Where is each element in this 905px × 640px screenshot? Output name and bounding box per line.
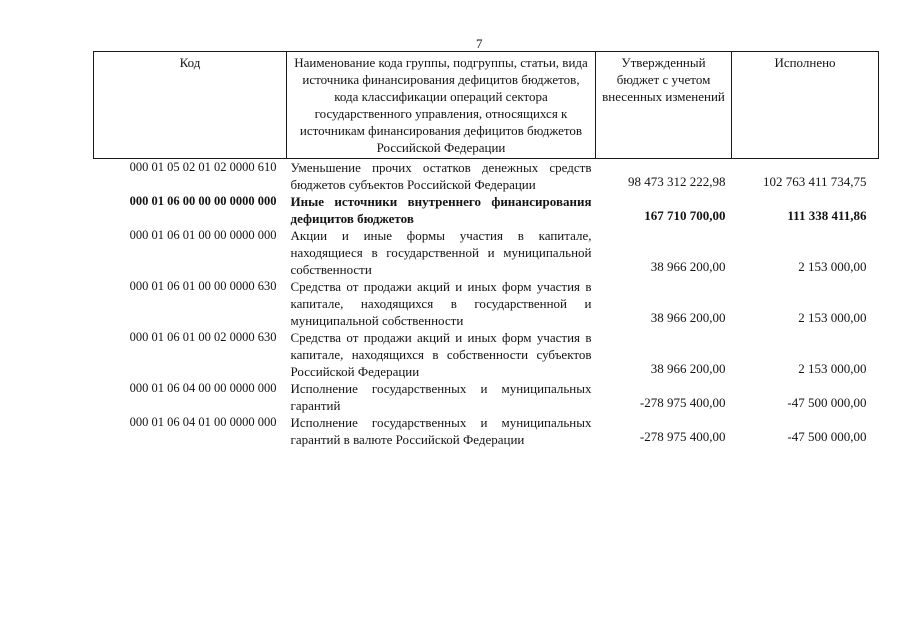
row-executed: -47 500 000,00: [787, 429, 867, 444]
row-name: Иные источники внутреннего финансирования дефицитов бюджетов: [290, 194, 592, 226]
table-row: [94, 159, 879, 194]
row-approved: 167 710 700,00: [644, 208, 726, 223]
row-approved: 38 966 200,00: [650, 310, 726, 325]
row-approved: 98 473 312 222,98: [628, 174, 726, 189]
row-executed: 102 763 411 734,75: [762, 174, 867, 189]
table-row: [94, 414, 879, 448]
table-row: [94, 380, 879, 414]
row-code: 000 01 05 02 01 02 0000 610: [129, 160, 277, 174]
row-approved: 38 966 200,00: [650, 361, 726, 376]
table-header-row: [94, 52, 879, 159]
row-executed: 2 153 000,00: [798, 361, 867, 376]
table-header: [94, 52, 879, 159]
row-executed: 2 153 000,00: [798, 310, 867, 325]
page-number: 7: [476, 36, 483, 51]
row-name: Исполнение государственных и муниципальных гарантий в валюте Российской Федерации: [290, 415, 592, 447]
header-executed: Исполнено: [732, 52, 879, 159]
row-name: Исполнение государственных и муниципальных гарантий: [290, 381, 592, 413]
row-code: 000 01 06 01 00 00 0000 630: [129, 279, 277, 293]
header-code: Код: [94, 52, 287, 159]
row-code: 000 01 06 00 00 00 0000 000: [129, 194, 277, 208]
row-approved: -278 975 400,00: [639, 395, 726, 410]
row-executed: -47 500 000,00: [787, 395, 867, 410]
table-row: [94, 329, 879, 380]
table-body: [94, 159, 879, 449]
header-name: Наименование кода группы, подгруппы, статьи, вида источника финансирования дефицитов бюджетов, кода классификации операций сектора государственного управления, относящихся к источникам финансирования дефицитов бюджетов Российской Федерации: [287, 52, 596, 159]
row-name: Средства от продажи акций и иных форм участия в капитале, находящихся в собственности субъектов Российской Федерации: [290, 330, 592, 379]
budget-sources-table: [93, 51, 879, 448]
table-row: [94, 278, 879, 329]
row-code: 000 01 06 04 00 00 0000 000: [129, 381, 277, 395]
row-approved: 38 966 200,00: [650, 259, 726, 274]
table-row: [94, 227, 879, 278]
header-approved: Утвержденный бюджет с учетом внесенных изменений: [596, 52, 732, 159]
row-name: Уменьшение прочих остатков денежных средств бюджетов субъектов Российской Федерации: [290, 160, 592, 192]
row-executed: 2 153 000,00: [798, 259, 867, 274]
row-name: Средства от продажи акций и иных форм участия в капитале, находящихся в государственной и муниципальной собственности: [290, 279, 592, 328]
row-code: 000 01 06 04 01 00 0000 000: [129, 415, 277, 429]
table-row: [94, 193, 879, 227]
row-code: 000 01 06 01 00 02 0000 630: [129, 330, 277, 344]
row-executed: 111 338 411,86: [787, 208, 867, 223]
row-approved: -278 975 400,00: [639, 429, 726, 444]
row-code: 000 01 06 01 00 00 0000 000: [129, 228, 277, 242]
row-name: Акции и иные формы участия в капитале, находящиеся в государственной и муниципальной собственности: [290, 228, 592, 277]
